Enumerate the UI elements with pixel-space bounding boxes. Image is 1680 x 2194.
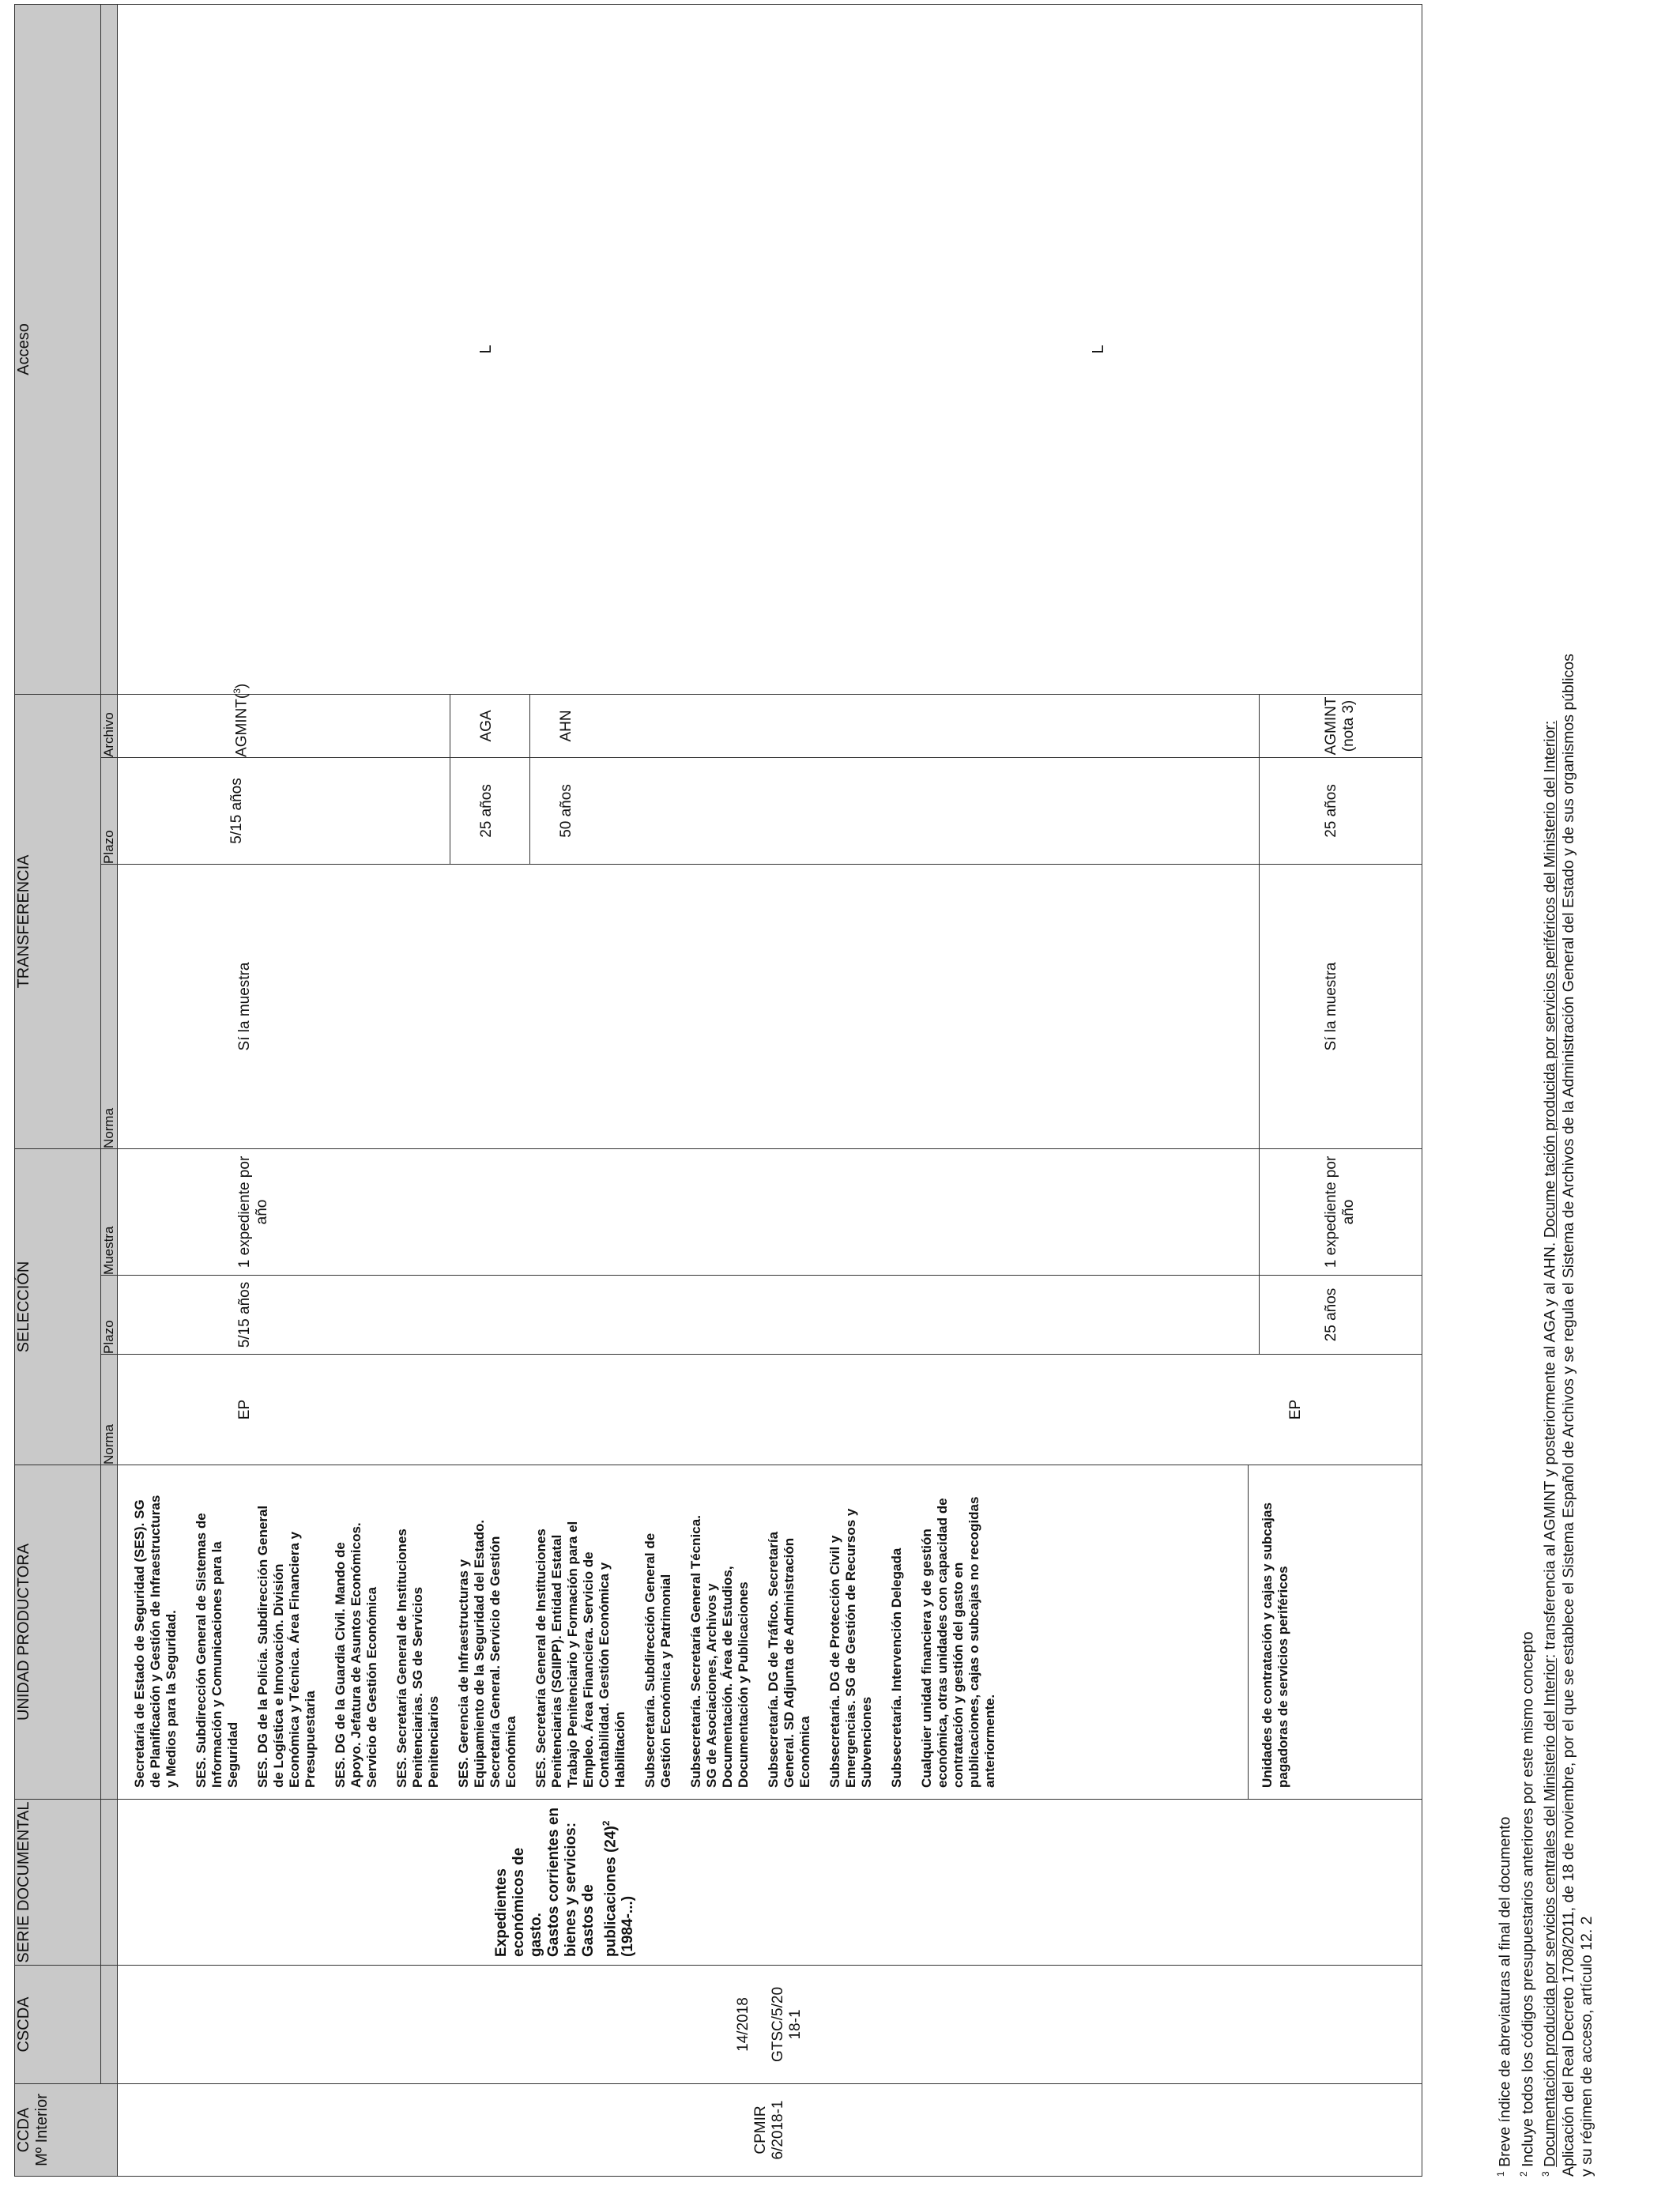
sel-muestra-central: 1 expediente por año — [236, 1155, 270, 1269]
sel-plazo-central: 5/15 años — [236, 1281, 253, 1348]
tr-archivo-peripheral: AGMINT (nota 3) — [1323, 696, 1357, 756]
tr-plazo-1: 5/15 años — [228, 778, 245, 844]
cell-cscda: 14/2018 GTSC/5/20 18-1 — [118, 1966, 1422, 2084]
cell-acceso — [118, 4, 1422, 694]
unit-productora-item: Secretaría de Estado de Seguridad (SES). SG de Planificación y Gestión de Infraestructuras y Medios para la Seguridad. — [132, 1495, 179, 1788]
subheader-sel-plazo: Plazo — [101, 1276, 118, 1355]
sel-muestra-peripheral: 1 expediente por año — [1323, 1155, 1357, 1269]
tr-plazo-2: 25 años — [478, 784, 495, 838]
subheader-tr-plazo: Plazo — [101, 757, 118, 864]
subheader-empty — [101, 1966, 118, 2084]
unit-productora-item: SES. DG de la Policía. Subdirección General de Logística e Innovación. División Económica y Técnica. Área Financiera y Presupuestaria — [255, 1505, 318, 1788]
footnote-3-cont: Aplicación del Real Decreto 1708/2011, de 18 de noviembre, por el que se establece el Sistema Español de Archivos y se regula el Sistema de Archivos de la Administración General del Estado y de sus organismos públicos — [1559, 654, 1577, 2177]
footnote-3-cont: y su régimen de acceso, artículo 12. 2 — [1577, 1916, 1595, 2177]
footnote-3: $^3$ Documentación producida por servicios centrales del Ministerio del Interior: transferencia al AGMINT y posteriormente al AGA y al AHN. Docume tación producida por servicios periféricos del Ministerio del Interior: — [1540, 720, 1559, 2177]
cell-sel-norma — [118, 1355, 1422, 1465]
cell-ccda: CPMIR 6/2018-1 — [118, 2084, 1422, 2177]
unit-productora-item: Subsecretaría. Intervención Delegada — [889, 1547, 904, 1788]
tr-plazo-peripheral: 25 años — [1323, 784, 1339, 838]
footnote-1: $^1$ Breve índice de abreviaturas al final del documento — [1495, 1816, 1514, 2177]
sel-norma-peripheral: EP — [1287, 1399, 1304, 1420]
unit-peripheral: Unidades de contratación y cajas y subcajas pagadoras de servicios periféricos — [1248, 1465, 1422, 1799]
tr-norma-peripheral: Sí la muestra — [1323, 962, 1339, 1051]
tr-archivo-3: AHN — [558, 710, 574, 742]
tr-archivo-2: AGA — [478, 710, 495, 742]
acceso-value-2: L — [1090, 345, 1107, 354]
unit-productora-item: SES. Gerencia de Infraestructuras y Equipamiento de la Seguridad del Estado. Secretaría General. Servicio de Gestión Económica — [456, 1519, 518, 1788]
cell-tr-plazo — [118, 757, 1422, 864]
header-transferencia: TRANSFERENCIA — [15, 694, 101, 1148]
unit-productora-item: SES. Secretaría General de Instituciones Penitenciarias. SG de Servicios Penitenciarios — [394, 1529, 441, 1788]
header-cscda: CSCDA — [15, 1966, 101, 2084]
header-seleccion: SELECCIÓN — [15, 1148, 101, 1465]
tr-norma-central: Sí la muestra — [236, 962, 253, 1051]
sel-norma-central: EP — [236, 1399, 253, 1420]
header-acceso: Acceso — [15, 4, 101, 694]
unit-productora-item: Subsecretaría. Subdirección General de Gestión Económica y Patrimonial — [642, 1532, 673, 1788]
unit-productora-item: Subsecretaría. DG de Protección Civil y Emergencias. SG de Gestión de Recursos y Subvenciones — [827, 1508, 874, 1788]
cell-sel-muestra — [118, 1148, 1422, 1275]
units-central-list — [118, 1465, 1248, 1799]
unit-productora-item: Subsecretaría. Secretaría General Técnica. SG de Asociaciones, Archivos y Documentación. Área de Estudios, Documentación y Publicaciones — [688, 1515, 751, 1788]
sel-plazo-peripheral: 25 años — [1323, 1287, 1339, 1342]
acceso-value-1: L — [477, 345, 495, 354]
header-unidad: UNIDAD PRODUCTORA — [15, 1465, 101, 1800]
cell-tr-norma — [118, 864, 1422, 1148]
cell-sel-plazo — [118, 1276, 1422, 1355]
subheader-empty — [101, 4, 118, 694]
subheader-empty — [101, 1800, 118, 1966]
unit-productora-item: SES. DG de la Guardia Civil. Mando de Apoyo. Jefatura de Asuntos Económicos. Servicio de Gestión Económica — [333, 1522, 379, 1788]
unit-productora-item: Subsecretaría. DG de Tráfico. Secretaría General. SD Adjunta de Administración Económica — [766, 1531, 812, 1788]
serie-documental-text: Expedientes económicos de gasto. Gastos corrientes en bienes y servicios: Gastos de publicaciones $(24)^2$ (1984-...) — [493, 1807, 637, 1957]
subheader-sel-muestra: Muestra — [101, 1148, 118, 1275]
unit-productora-item: Cualquier unidad financiera y de gestión económica, otras unidades con capacidad de contratación y gestión del gasto en publicaciones, cajas o subcajas no recogidas anteriormente. — [919, 1496, 997, 1788]
footnotes — [1492, 11, 1596, 2177]
subheader-tr-norma: Norma — [101, 864, 118, 1148]
footnote-2: $^2$ Incluye todos los códigos presupuestarios anteriores por este mismo concepto — [1517, 1631, 1536, 2177]
subheader-empty — [101, 1465, 118, 1800]
tr-archivo-1: AGMINT($^3$) — [232, 683, 250, 757]
subheader-tr-archivo: Archivo — [101, 694, 118, 757]
tr-plazo-3: 50 años — [558, 784, 574, 838]
header-serie: SERIE DOCUMENTAL — [15, 1800, 101, 1966]
subheader-sel-norma: Norma — [101, 1355, 118, 1465]
header-ccda: CCDA Mº Interior — [15, 2084, 118, 2177]
ccda-table — [14, 4, 1422, 2177]
cell-unidad — [118, 1465, 1422, 1800]
cell-serie — [118, 1800, 1422, 1966]
unit-productora-item: SES. Subdirección General de Sistemas de Información y Comunicaciones para la Seguridad — [194, 1513, 240, 1788]
unit-productora-item: SES. Secretaría General de Instituciones Penitenciarias (SGIIPP). Entidad Estatal Trabajo Penitenciario y Formación para el Empleo. Área Financiera. Servicio de Contabilidad. Gestión Económica y Habilitación — [533, 1521, 627, 1788]
cell-tr-archivo — [118, 683, 1422, 757]
